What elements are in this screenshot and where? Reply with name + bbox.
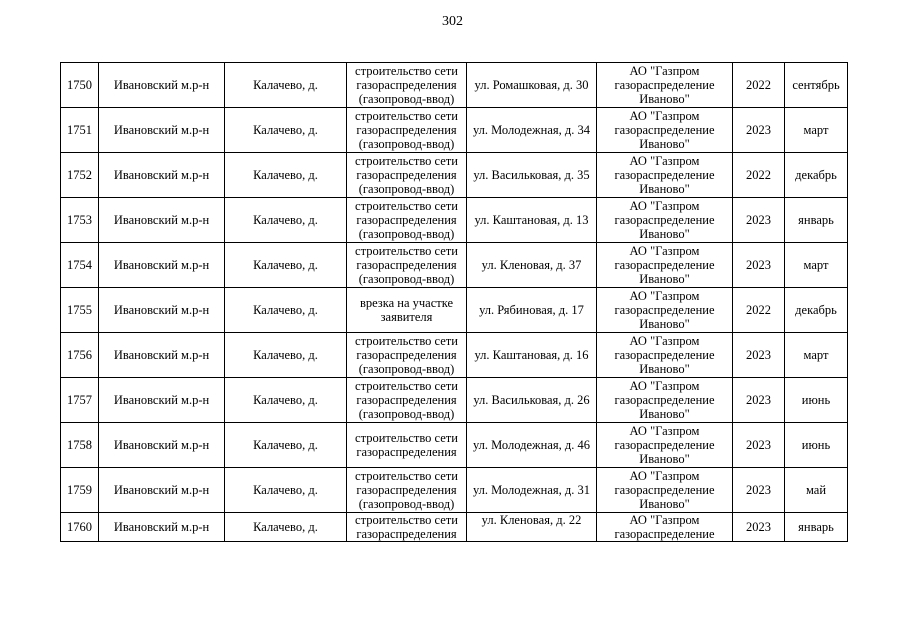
year-cell: 2022 xyxy=(733,63,785,108)
district-cell xyxy=(99,513,225,542)
work-type-cell: врезка на участке заявителя xyxy=(347,288,467,333)
year-cell: 2023 xyxy=(733,198,785,243)
month-cell xyxy=(785,513,848,542)
row-number xyxy=(61,513,99,542)
work-type-cell: строительство сети газораспределения (газопровод-ввод) xyxy=(347,243,467,288)
locality-cell: Калачево, д. xyxy=(225,243,347,288)
organization-cell: АО "Газпром газораспределение Иваново" xyxy=(597,108,733,153)
address-cell: ул. Молодежная, д. 31 xyxy=(467,468,597,513)
address-cell: ул. Ромашковая, д. 30 xyxy=(467,63,597,108)
organization-cell: АО "Газпром газораспределение Иваново" xyxy=(597,333,733,378)
district-cell: Ивановский м.р-н xyxy=(99,333,225,378)
row-number-text: 1760 xyxy=(67,520,92,534)
address-cell: ул. Васильковая, д. 35 xyxy=(467,153,597,198)
gas-connection-table xyxy=(60,62,848,542)
year-cell: 2023 xyxy=(733,243,785,288)
month-cell: декабрь xyxy=(785,288,848,333)
locality-cell: Калачево, д. xyxy=(225,468,347,513)
district-cell-text: Ивановский м.р-н xyxy=(113,520,210,534)
organization-cell: АО "Газпром газораспределение Иваново" xyxy=(597,423,733,468)
table-row xyxy=(61,288,848,333)
table-row xyxy=(61,423,848,468)
locality-cell: Калачево, д. xyxy=(225,423,347,468)
row-number: 1751 xyxy=(61,108,99,153)
address-cell xyxy=(467,513,597,542)
address-cell: ул. Рябиновая, д. 17 xyxy=(467,288,597,333)
table-row xyxy=(61,243,848,288)
address-cell: ул. Васильковая, д. 26 xyxy=(467,378,597,423)
year-cell: 2023 xyxy=(733,423,785,468)
organization-cell-text: АО "Газпром газораспределение xyxy=(614,513,715,541)
district-cell: Ивановский м.р-н xyxy=(99,378,225,423)
row-number: 1753 xyxy=(61,198,99,243)
locality-cell: Калачево, д. xyxy=(225,378,347,423)
district-cell: Ивановский м.р-н xyxy=(99,243,225,288)
month-cell: март xyxy=(785,108,848,153)
work-type-cell: строительство сети газораспределения (газопровод-ввод) xyxy=(347,378,467,423)
district-cell: Ивановский м.р-н xyxy=(99,108,225,153)
year-cell: 2022 xyxy=(733,153,785,198)
row-number: 1759 xyxy=(61,468,99,513)
organization-cell: АО "Газпром газораспределение Иваново" xyxy=(597,198,733,243)
year-cell xyxy=(733,513,785,542)
table-body xyxy=(61,63,848,542)
month-cell: январь xyxy=(785,198,848,243)
locality-cell: Калачево, д. xyxy=(225,63,347,108)
work-type-cell: строительство сети газораспределения (газопровод-ввод) xyxy=(347,108,467,153)
work-type-cell: строительство сети газораспределения (газопровод-ввод) xyxy=(347,468,467,513)
district-cell: Ивановский м.р-н xyxy=(99,288,225,333)
district-cell: Ивановский м.р-н xyxy=(99,198,225,243)
locality-cell: Калачево, д. xyxy=(225,153,347,198)
month-cell: март xyxy=(785,243,848,288)
month-cell: сентябрь xyxy=(785,63,848,108)
work-type-cell: строительство сети газораспределения (газопровод-ввод) xyxy=(347,198,467,243)
month-cell-text: январь xyxy=(798,520,834,534)
year-cell: 2023 xyxy=(733,333,785,378)
table-row xyxy=(61,378,848,423)
organization-cell: АО "Газпром газораспределение Иваново" xyxy=(597,378,733,423)
address-cell: ул. Кленовая, д. 37 xyxy=(467,243,597,288)
month-cell: июнь xyxy=(785,423,848,468)
month-cell: июнь xyxy=(785,378,848,423)
organization-cell: АО "Газпром газораспределение Иваново" xyxy=(597,243,733,288)
organization-cell: АО "Газпром газораспределение Иваново" xyxy=(597,153,733,198)
organization-cell: АО "Газпром газораспределение Иваново" xyxy=(597,63,733,108)
row-number: 1750 xyxy=(61,63,99,108)
month-cell: май xyxy=(785,468,848,513)
row-number: 1754 xyxy=(61,243,99,288)
row-number: 1758 xyxy=(61,423,99,468)
page-number: 302 xyxy=(442,14,463,29)
address-cell: ул. Каштановая, д. 13 xyxy=(467,198,597,243)
row-number: 1755 xyxy=(61,288,99,333)
organization-cell xyxy=(597,513,733,542)
work-type-cell: строительство сети газораспределения (газопровод-ввод) xyxy=(347,333,467,378)
month-cell: декабрь xyxy=(785,153,848,198)
year-cell-text: 2023 xyxy=(746,520,771,534)
table-row xyxy=(61,108,848,153)
address-cell-text: ул. Кленовая, д. 22 xyxy=(481,513,582,527)
locality-cell: Калачево, д. xyxy=(225,198,347,243)
district-cell: Ивановский м.р-н xyxy=(99,63,225,108)
locality-cell xyxy=(225,513,347,542)
district-cell: Ивановский м.р-н xyxy=(99,423,225,468)
table-row xyxy=(61,198,848,243)
year-cell: 2023 xyxy=(733,108,785,153)
work-type-cell: строительство сети газораспределения xyxy=(347,423,467,468)
organization-cell: АО "Газпром газораспределение Иваново" xyxy=(597,468,733,513)
locality-cell: Калачево, д. xyxy=(225,288,347,333)
work-type-cell: строительство сети газораспределения (газопровод-ввод) xyxy=(347,63,467,108)
work-type-cell-text: строительство сети газораспределения xyxy=(355,513,458,541)
table-row xyxy=(61,153,848,198)
locality-cell: Калачево, д. xyxy=(225,108,347,153)
year-cell: 2023 xyxy=(733,468,785,513)
work-type-cell: строительство сети газораспределения (газопровод-ввод) xyxy=(347,153,467,198)
district-cell: Ивановский м.р-н xyxy=(99,468,225,513)
table-row xyxy=(61,468,848,513)
organization-cell: АО "Газпром газораспределение Иваново" xyxy=(597,288,733,333)
month-cell: март xyxy=(785,333,848,378)
address-cell: ул. Каштановая, д. 16 xyxy=(467,333,597,378)
work-type-cell xyxy=(347,513,467,542)
table-row xyxy=(61,333,848,378)
row-number: 1756 xyxy=(61,333,99,378)
locality-cell-text: Калачево, д. xyxy=(253,520,318,534)
row-number: 1757 xyxy=(61,378,99,423)
address-cell: ул. Молодежная, д. 46 xyxy=(467,423,597,468)
year-cell: 2022 xyxy=(733,288,785,333)
table-row xyxy=(61,63,848,108)
address-cell: ул. Молодежная, д. 34 xyxy=(467,108,597,153)
year-cell: 2023 xyxy=(733,378,785,423)
locality-cell: Калачево, д. xyxy=(225,333,347,378)
district-cell: Ивановский м.р-н xyxy=(99,153,225,198)
row-number: 1752 xyxy=(61,153,99,198)
table-row xyxy=(61,513,848,542)
